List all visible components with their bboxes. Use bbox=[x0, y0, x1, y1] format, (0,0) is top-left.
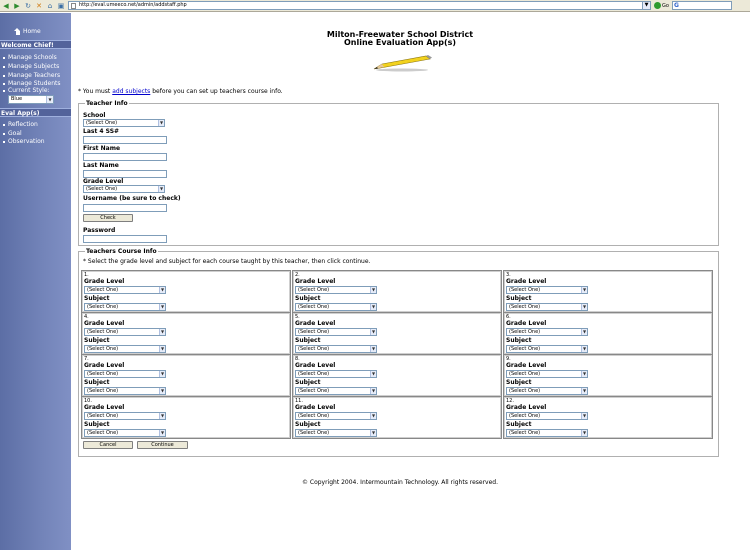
school-select[interactable] bbox=[83, 119, 165, 127]
eval-heading: Eval App(s) bbox=[0, 108, 71, 117]
course-info-legend: Teachers Course Info bbox=[86, 248, 157, 255]
course-number: 8. bbox=[295, 356, 300, 362]
course-grade-value: (Select One) bbox=[87, 287, 119, 293]
welcome-heading: Welcome Chief! bbox=[0, 40, 71, 49]
course-cell bbox=[292, 354, 502, 397]
notice-text bbox=[78, 88, 283, 95]
course-subject-value: (Select One) bbox=[87, 346, 119, 352]
course-number: 11. bbox=[295, 398, 303, 404]
course-subject-value: (Select One) bbox=[298, 388, 330, 394]
course-grade-select[interactable] bbox=[84, 328, 166, 336]
chevron-down-icon: ▼ bbox=[160, 304, 165, 309]
chevron-down-icon: ▼ bbox=[582, 371, 587, 376]
course-number: 5. bbox=[295, 314, 300, 320]
course-number: 3. bbox=[506, 272, 511, 278]
course-grade-value: (Select One) bbox=[298, 413, 330, 419]
refresh-icon[interactable]: ↻ bbox=[25, 1, 31, 10]
first-name-label: First Name bbox=[83, 145, 121, 152]
grade-level-label: Grade Level bbox=[295, 320, 336, 327]
go-arrow-icon bbox=[654, 2, 661, 9]
subject-label: Subject bbox=[295, 337, 321, 344]
footer-copyright: © Copyright 2004. Intermountain Technology. All rights reserved. bbox=[301, 479, 499, 486]
subject-label: Subject bbox=[295, 379, 321, 386]
sidebar-item-students[interactable] bbox=[3, 80, 61, 87]
grade-level-label: Grade Level bbox=[506, 362, 547, 369]
chevron-down-icon: ▼ bbox=[371, 371, 376, 376]
chevron-down-icon: ▼ bbox=[582, 388, 587, 393]
ssn-label: Last 4 SS# bbox=[83, 128, 120, 135]
subject-label: Subject bbox=[506, 295, 532, 302]
sidebar-item-label: Manage Subjects bbox=[8, 63, 60, 70]
chevron-down-icon: ▼ bbox=[160, 371, 165, 376]
sidebar-item-label: Observation bbox=[8, 138, 45, 145]
add-subjects-link[interactable]: add subjects bbox=[112, 88, 151, 95]
notice-prefix: * You must bbox=[78, 88, 111, 95]
course-grade-value: (Select One) bbox=[298, 329, 330, 335]
course-cell bbox=[292, 396, 502, 439]
course-cell bbox=[503, 270, 713, 313]
course-number: 7. bbox=[84, 356, 89, 362]
course-subject-select[interactable] bbox=[84, 387, 166, 395]
bullet-icon bbox=[3, 83, 5, 85]
sidebar-item-label: Manage Teachers bbox=[8, 72, 61, 79]
course-number: 1. bbox=[84, 272, 89, 278]
browser-toolbar bbox=[0, 0, 750, 12]
address-text: http://eval.umeeco.net/admin/addstaff.php bbox=[79, 2, 187, 8]
username-input[interactable] bbox=[83, 204, 167, 212]
subject-label: Subject bbox=[84, 379, 110, 386]
course-cell bbox=[503, 312, 713, 355]
sidebar-item-subjects[interactable] bbox=[3, 63, 59, 70]
bullet-icon bbox=[3, 66, 5, 68]
chevron-down-icon: ▼ bbox=[371, 388, 376, 393]
sidebar-item-label: Manage Schools bbox=[8, 54, 57, 61]
cancel-button[interactable]: Cancel bbox=[83, 441, 133, 449]
course-grade-select[interactable] bbox=[506, 286, 588, 294]
page-icon: ▣ bbox=[57, 1, 65, 10]
course-subject-select[interactable] bbox=[295, 345, 377, 353]
course-subject-value: (Select One) bbox=[87, 388, 119, 394]
course-grade-value: (Select One) bbox=[509, 287, 541, 293]
grade-level-label: Grade Level bbox=[84, 320, 125, 327]
course-subject-select[interactable] bbox=[295, 303, 377, 311]
stop-icon[interactable]: ✕ bbox=[36, 1, 42, 10]
page-subtitle: Online Evaluation App(s) bbox=[343, 38, 457, 47]
course-grade-select[interactable] bbox=[506, 412, 588, 420]
course-grade-value: (Select One) bbox=[87, 413, 119, 419]
chevron-down-icon: ▼ bbox=[371, 287, 376, 292]
sidebar-item-reflection[interactable] bbox=[3, 121, 38, 128]
chevron-down-icon: ▼ bbox=[159, 120, 164, 125]
course-subject-value: (Select One) bbox=[509, 304, 541, 310]
course-subject-select[interactable] bbox=[506, 387, 588, 395]
course-grade-select[interactable] bbox=[84, 370, 166, 378]
chevron-down-icon: ▼ bbox=[582, 346, 587, 351]
school-label: School bbox=[83, 112, 106, 119]
course-subject-select[interactable] bbox=[84, 429, 166, 437]
ssn-input[interactable] bbox=[83, 136, 167, 144]
course-cell bbox=[81, 312, 291, 355]
chevron-down-icon: ▼ bbox=[160, 329, 165, 334]
sidebar bbox=[0, 13, 71, 550]
grade-level-label: Grade Level bbox=[506, 278, 547, 285]
course-grade-value: (Select One) bbox=[509, 329, 541, 335]
bullet-icon bbox=[3, 57, 5, 59]
course-number: 9. bbox=[506, 356, 511, 362]
chevron-down-icon: ▼ bbox=[582, 329, 587, 334]
course-subject-select[interactable] bbox=[295, 387, 377, 395]
course-cell bbox=[292, 270, 502, 313]
course-subject-select[interactable] bbox=[506, 303, 588, 311]
course-grade-value: (Select One) bbox=[509, 371, 541, 377]
course-subject-value: (Select One) bbox=[298, 304, 330, 310]
page-title: Milton-Freewater School District bbox=[326, 30, 474, 39]
notice-suffix: before you can set up teachers course info. bbox=[152, 88, 283, 95]
course-subject-select[interactable] bbox=[84, 303, 166, 311]
course-cell bbox=[81, 396, 291, 439]
go-button[interactable]: Go bbox=[654, 2, 669, 9]
chevron-down-icon: ▼ bbox=[159, 186, 164, 191]
course-number: 6. bbox=[506, 314, 511, 320]
sidebar-item-goal[interactable] bbox=[3, 130, 22, 137]
course-grade-value: (Select One) bbox=[509, 413, 541, 419]
search-input[interactable] bbox=[672, 1, 732, 10]
course-subject-value: (Select One) bbox=[298, 430, 330, 436]
course-number: 10. bbox=[84, 398, 92, 404]
sidebar-item-label: Reflection bbox=[8, 121, 38, 128]
bullet-icon bbox=[3, 141, 5, 143]
course-number: 12. bbox=[506, 398, 514, 404]
subject-label: Subject bbox=[84, 337, 110, 344]
course-grade-select[interactable] bbox=[506, 328, 588, 336]
course-grade-value: (Select One) bbox=[298, 371, 330, 377]
subject-label: Subject bbox=[84, 295, 110, 302]
course-grade-select[interactable] bbox=[295, 286, 377, 294]
course-subject-select[interactable] bbox=[506, 429, 588, 437]
username-label: Username (be sure to check) bbox=[83, 195, 181, 202]
course-grade-select[interactable] bbox=[295, 412, 377, 420]
sidebar-item-observation[interactable] bbox=[3, 138, 45, 145]
chevron-down-icon: ▼ bbox=[46, 96, 53, 103]
course-grade-value: (Select One) bbox=[87, 371, 119, 377]
subject-label: Subject bbox=[295, 295, 321, 302]
grade-level-label: Grade Level bbox=[84, 278, 125, 285]
chevron-down-icon: ▼ bbox=[371, 430, 376, 435]
style-select[interactable] bbox=[8, 95, 54, 104]
course-cell bbox=[81, 270, 291, 313]
home-label: Home bbox=[23, 28, 41, 35]
grade-level-label: Grade Level bbox=[83, 178, 124, 185]
course-subject-value: (Select One) bbox=[509, 430, 541, 436]
chevron-down-icon: ▼ bbox=[371, 346, 376, 351]
grade-level-label: Grade Level bbox=[295, 278, 336, 285]
bullet-icon bbox=[3, 133, 5, 135]
course-cell bbox=[503, 396, 713, 439]
course-grade-select[interactable] bbox=[84, 412, 166, 420]
school-select-value: (Select One) bbox=[86, 120, 118, 126]
chevron-down-icon: ▼ bbox=[371, 329, 376, 334]
course-subject-value: (Select One) bbox=[87, 304, 119, 310]
chevron-down-icon: ▼ bbox=[371, 304, 376, 309]
grade-level-label: Grade Level bbox=[295, 362, 336, 369]
course-grade-value: (Select One) bbox=[298, 287, 330, 293]
chevron-down-icon: ▼ bbox=[160, 430, 165, 435]
back-icon[interactable]: ◀ bbox=[3, 1, 9, 10]
course-subject-select[interactable] bbox=[295, 429, 377, 437]
grade-level-label: Grade Level bbox=[506, 404, 547, 411]
course-instruction: * Select the grade level and subject for each course taught by this teacher, then click continue. bbox=[83, 258, 371, 265]
chevron-down-icon: ▼ bbox=[582, 413, 587, 418]
bullet-icon bbox=[3, 75, 5, 77]
course-grade-select[interactable] bbox=[84, 286, 166, 294]
house-icon bbox=[14, 28, 21, 35]
forward-icon[interactable]: ▶ bbox=[14, 1, 20, 10]
pencil-icon bbox=[370, 54, 432, 72]
subject-label: Subject bbox=[506, 337, 532, 344]
grade-level-label: Grade Level bbox=[84, 362, 125, 369]
google-icon: G bbox=[673, 2, 679, 9]
style-select-value: Blue bbox=[11, 96, 23, 102]
course-subject-select[interactable] bbox=[84, 345, 166, 353]
course-cell bbox=[292, 312, 502, 355]
grade-level-label: Grade Level bbox=[295, 404, 336, 411]
course-number: 4. bbox=[84, 314, 89, 320]
sidebar-current-style bbox=[3, 87, 50, 94]
chevron-down-icon: ▼ bbox=[160, 346, 165, 351]
teacher-info-legend: Teacher Info bbox=[86, 100, 128, 107]
chevron-down-icon: ▼ bbox=[371, 413, 376, 418]
course-subject-select[interactable] bbox=[506, 345, 588, 353]
home-link[interactable] bbox=[14, 28, 41, 35]
favicon-icon bbox=[71, 3, 76, 9]
chevron-down-icon: ▼ bbox=[582, 430, 587, 435]
sidebar-item-label: Goal bbox=[8, 130, 22, 137]
subject-label: Subject bbox=[506, 379, 532, 386]
last-name-label: Last Name bbox=[83, 162, 119, 169]
sidebar-item-schools[interactable] bbox=[3, 54, 57, 61]
grade-level-value: (Select One) bbox=[86, 186, 118, 192]
subject-label: Subject bbox=[295, 421, 321, 428]
sidebar-item-label: Manage Students bbox=[8, 80, 61, 87]
chevron-down-icon: ▼ bbox=[582, 287, 587, 292]
course-subject-value: (Select One) bbox=[298, 346, 330, 352]
course-subject-value: (Select One) bbox=[509, 346, 541, 352]
sidebar-item-teachers[interactable] bbox=[3, 72, 60, 79]
chevron-down-icon: ▼ bbox=[160, 287, 165, 292]
subject-label: Subject bbox=[84, 421, 110, 428]
chevron-down-icon: ▼ bbox=[160, 388, 165, 393]
bullet-icon bbox=[3, 90, 5, 92]
course-grade-select[interactable] bbox=[295, 370, 377, 378]
course-subject-value: (Select One) bbox=[87, 430, 119, 436]
check-button[interactable]: Check bbox=[83, 214, 133, 222]
bullet-icon bbox=[3, 124, 5, 126]
chevron-down-icon: ▼ bbox=[160, 413, 165, 418]
password-label: Password bbox=[83, 227, 116, 234]
address-dropdown-icon[interactable]: ▼ bbox=[642, 2, 650, 9]
course-number: 2. bbox=[295, 272, 300, 278]
address-bar[interactable] bbox=[68, 1, 651, 10]
grade-level-label: Grade Level bbox=[506, 320, 547, 327]
password-input[interactable] bbox=[83, 235, 167, 243]
course-grade-select[interactable] bbox=[506, 370, 588, 378]
home-browser-icon[interactable]: ⌂ bbox=[47, 1, 53, 10]
course-grade-select[interactable] bbox=[295, 328, 377, 336]
last-name-input[interactable] bbox=[83, 170, 167, 178]
grade-level-select[interactable] bbox=[83, 185, 165, 193]
course-subject-value: (Select One) bbox=[509, 388, 541, 394]
chevron-down-icon: ▼ bbox=[582, 304, 587, 309]
teacher-info-fieldset bbox=[78, 100, 719, 246]
subject-label: Subject bbox=[506, 421, 532, 428]
grade-level-label: Grade Level bbox=[84, 404, 125, 411]
sidebar-item-label: Current Style: bbox=[8, 87, 50, 94]
course-cell bbox=[81, 354, 291, 397]
course-cell bbox=[503, 354, 713, 397]
first-name-input[interactable] bbox=[83, 153, 167, 161]
continue-button[interactable]: Continue bbox=[137, 441, 188, 449]
course-grade-value: (Select One) bbox=[87, 329, 119, 335]
